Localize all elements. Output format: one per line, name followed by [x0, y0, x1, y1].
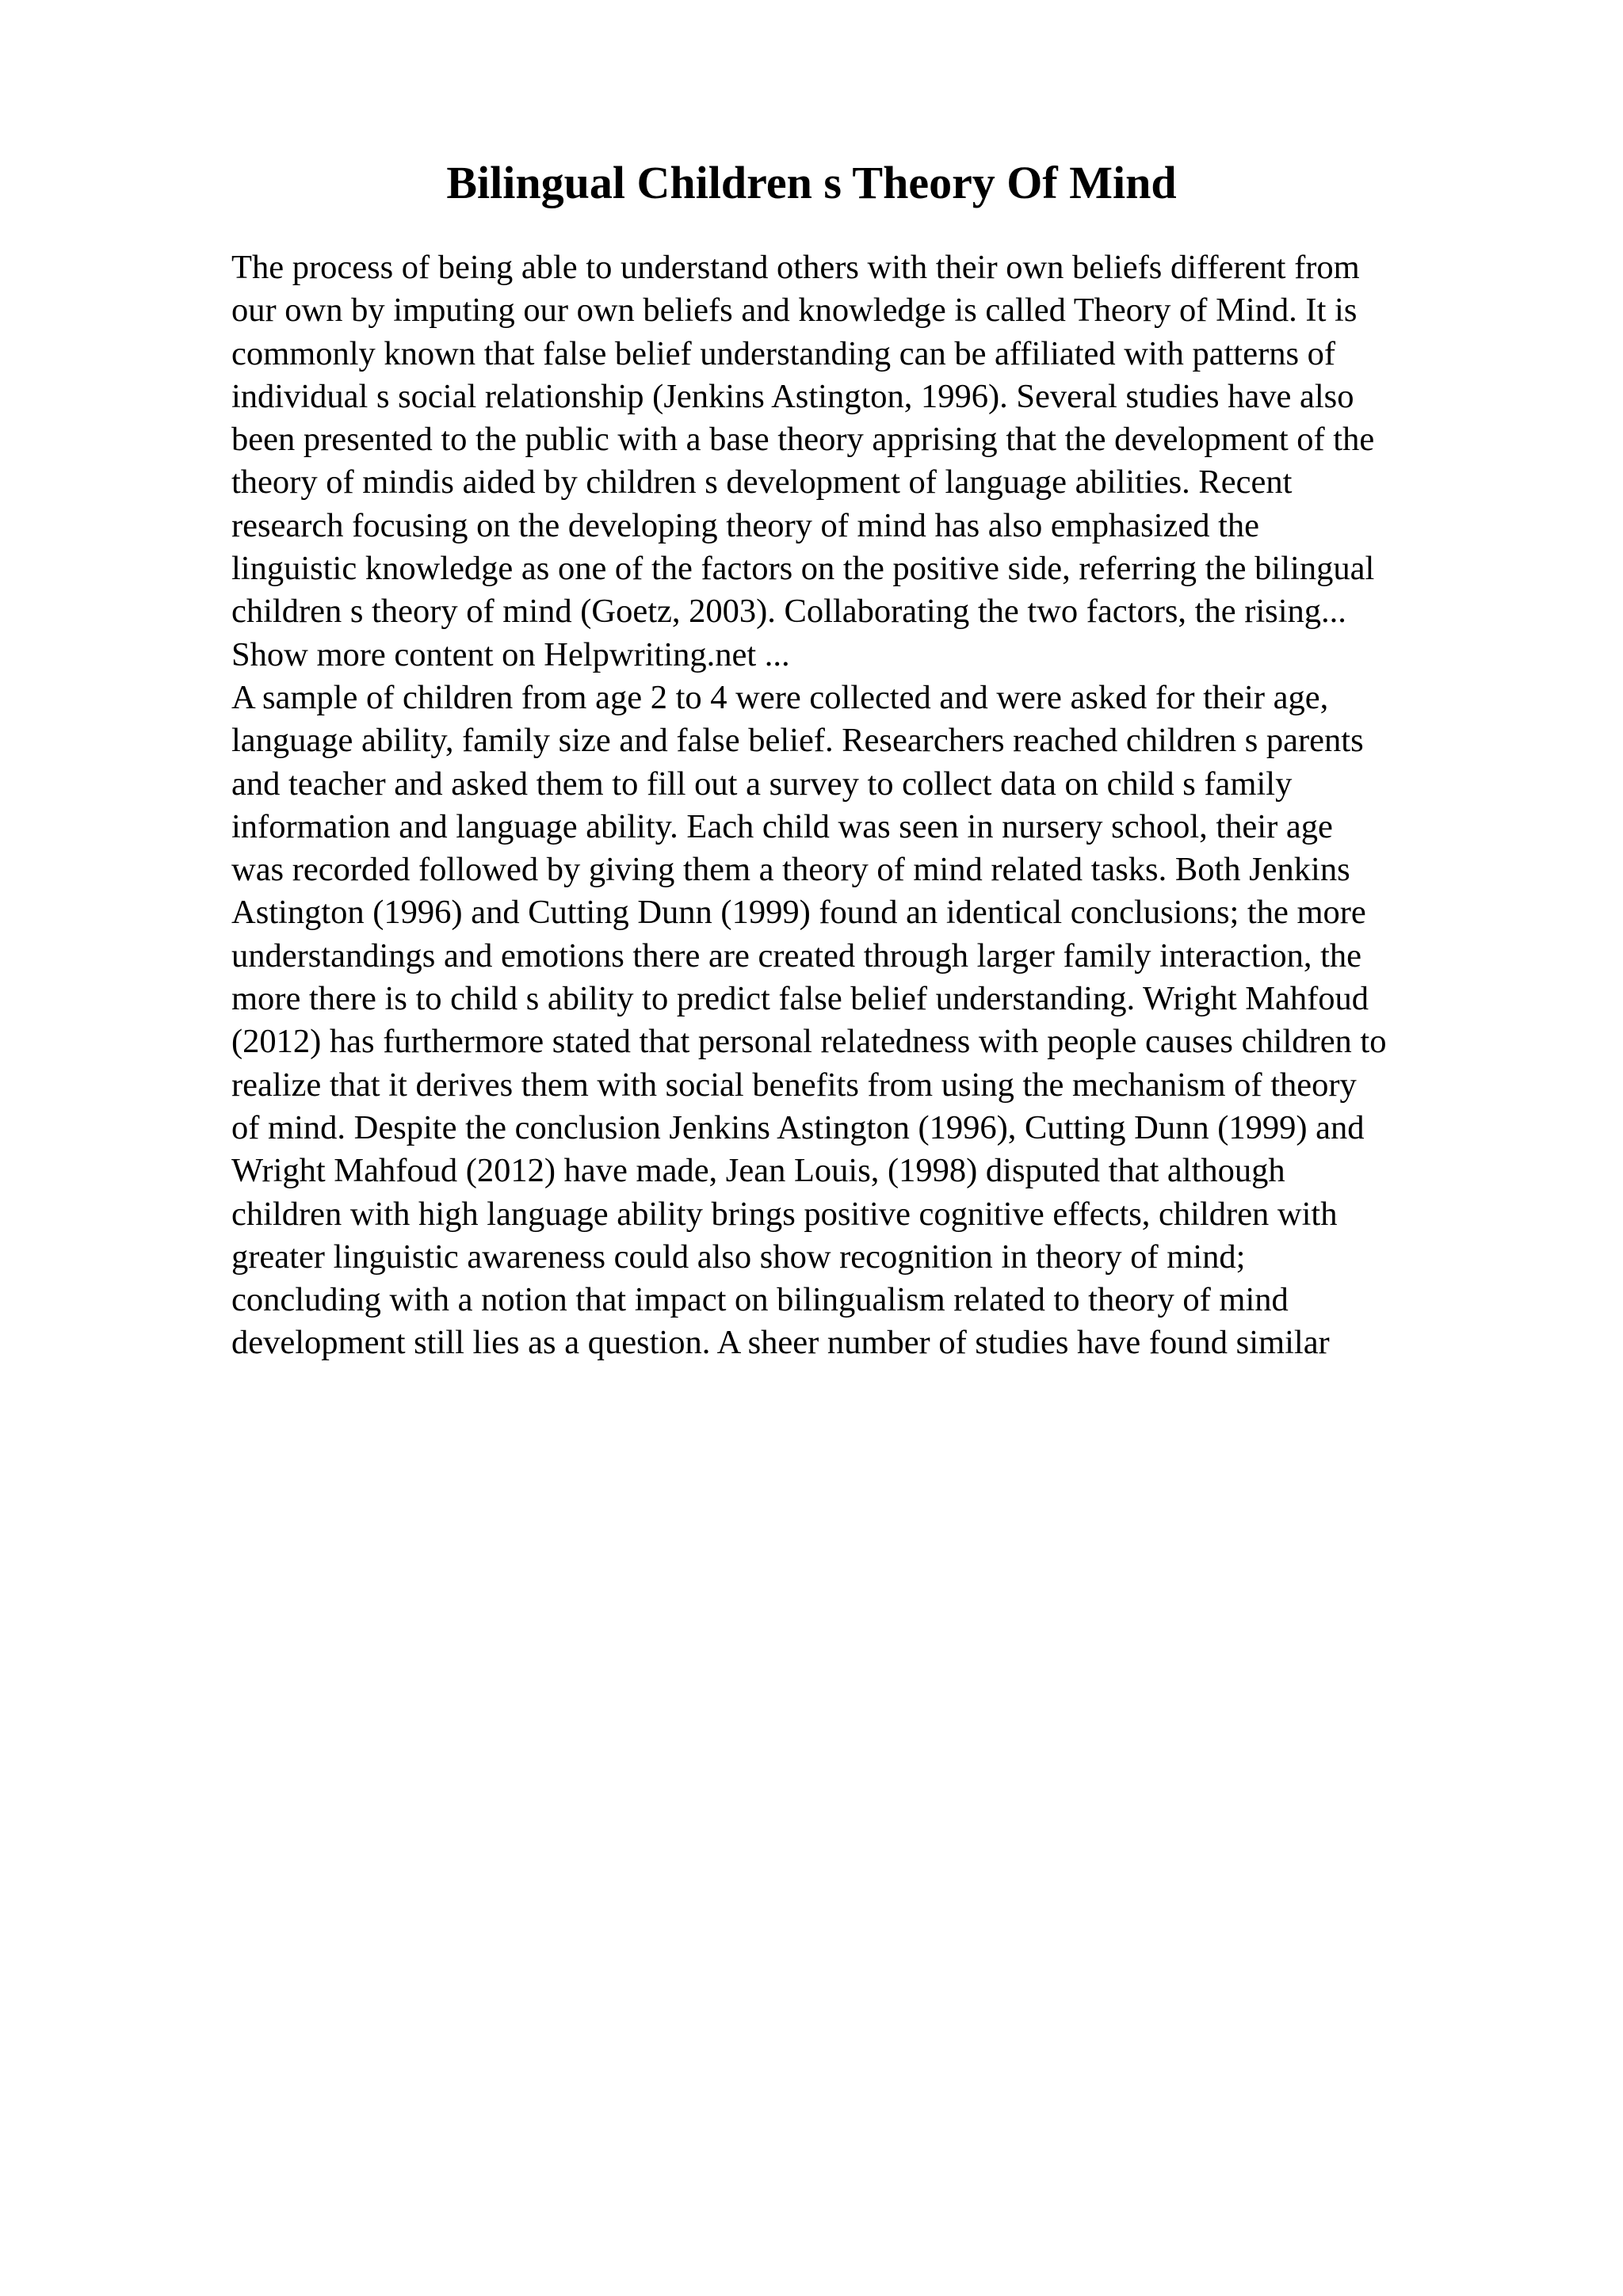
- text-line: development still lies as a question. A sheer number of studies have found similar: [231, 1324, 1330, 1362]
- text-line: of mind. Despite the conclusion Jenkins Astington (1996), Cutting Dunn (1999) and: [231, 1108, 1365, 1146]
- text-line: individual s social relationship (Jenkins Astington, 1996). Several studies have also: [231, 377, 1354, 415]
- text-line: research focusing on the developing theory of mind has also emphasized the: [231, 506, 1260, 544]
- text-line: concluding with a notion that impact on bilingualism related to theory of mind: [231, 1281, 1289, 1319]
- text-line: and teacher and asked them to fill out a survey to collect data on child s family: [231, 765, 1293, 803]
- text-line: was recorded followed by giving them a theory of mind related tasks. Both Jenkins: [231, 851, 1350, 889]
- text-line: Wright Mahfoud (2012) have made, Jean Louis, (1998) disputed that although: [231, 1152, 1285, 1190]
- text-line: children with high language ability brings positive cognitive effects, children with: [231, 1195, 1338, 1233]
- text-line: our own by imputing our own beliefs and knowledge is called Theory of Mind. It is: [231, 292, 1358, 330]
- text-line: been presented to the public with a base theory apprising that the development of the: [231, 421, 1375, 459]
- text-line: children s theory of mind (Goetz, 2003). Collaborating the two factors, the rising...: [231, 593, 1346, 631]
- text-line: greater linguistic awareness could also show recognition in theory of mind;: [231, 1238, 1246, 1276]
- text-line: The process of being able to understand others with their own beliefs different from: [231, 249, 1360, 286]
- text-line: realize that it derives them with social benefits from using the mechanism of theory: [231, 1066, 1357, 1104]
- document-body: [231, 246, 1515, 1365]
- text-line: language ability, family size and false belief. Researchers reached children s parents: [231, 722, 1364, 760]
- document-title: Bilingual Children s Theory Of Mind: [446, 157, 1177, 208]
- text-line: theory of mindis aided by children s development of language abilities. Recent: [231, 463, 1293, 502]
- text-line: information and language ability. Each child was seen in nursery school, their age: [231, 807, 1333, 845]
- show-more-link[interactable]: Show more content on Helpwriting.net ...: [231, 635, 790, 673]
- text-line: more there is to child s ability to predict false belief understanding. Wright Mahfoud: [231, 980, 1369, 1018]
- text-line: commonly known that false belief understanding can be affiliated with patterns of: [231, 334, 1336, 372]
- text-line: A sample of children from age 2 to 4 were collected and were asked for their age,: [231, 678, 1329, 716]
- text-line: understandings and emotions there are created through larger family interaction, the: [231, 936, 1361, 974]
- text-line: Astington (1996) and Cutting Dunn (1999) found an identical conclusions; the more: [231, 894, 1366, 932]
- text-line: linguistic knowledge as one of the factors on the positive side, referring the bilingual: [231, 550, 1375, 588]
- text-line: (2012) has furthermore stated that personal relatedness with people causes children to: [231, 1023, 1387, 1061]
